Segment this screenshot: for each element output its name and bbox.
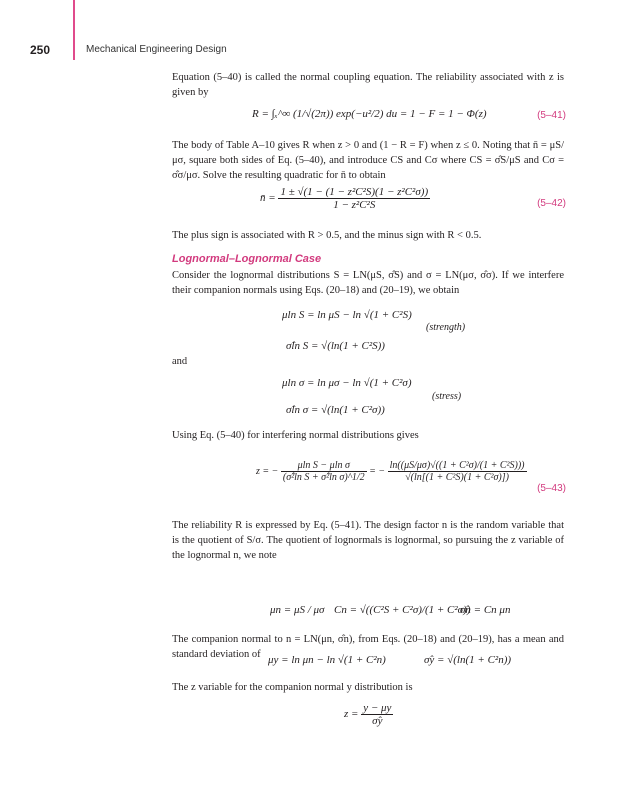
mu-n-equation: μn = μS / μσ	[270, 604, 325, 616]
paragraph-4: Consider the lognormal distributions S = LN(μS, σ̂S) and σ = LN(μσ, σ̂σ). If we interfere their companion normals using Eqs. (20–18) and (20–19), we obtain	[172, 270, 564, 296]
eq-5-43-frac1-den: (σ̂²ln S + σ̂²ln σ)^1/2	[282, 472, 365, 483]
equation-number-5-41: (5–41)	[537, 110, 566, 121]
paragraph-1: Equation (5–40) is called the normal coupling equation. The reliability associated with z is given by	[172, 72, 564, 98]
eq-5-43-fraction-2	[388, 460, 527, 483]
sigma-y-equation: σ̂y = √(ln(1 + C²n))	[424, 654, 512, 666]
equation-5-42	[260, 186, 430, 211]
eq-5-42-lhs: n̄ =	[260, 192, 276, 205]
mu-y-equation: μy = ln μn − ln √(1 + C²n)	[268, 654, 386, 666]
stress-note: (stress)	[432, 391, 462, 402]
running-title: Mechanical Engineering Design	[86, 44, 227, 55]
page-number: 250	[30, 43, 51, 57]
paragraph-7: The companion normal to n = LN(μn, σ̂n), from Eqs. (20–18) and (20–19), has a mean and standard deviation of	[172, 634, 564, 660]
equation-5-43	[256, 460, 527, 483]
paragraph-2: The body of Table A–10 gives R when z > 0 and (1 − R = F) when z ≤ 0. Noting that n̄ = μS/μσ, square both sides of Eq. (5–40), and introduce CS and Cσ where CS = σ̂S/μS and Cσ = σ̂σ/μσ. Solve the resulting quadratic for n̄ to obtain	[172, 140, 564, 181]
eq-5-43-lhs: z = −	[256, 465, 279, 477]
z-equation-fraction	[361, 702, 393, 727]
equation-number-5-43: (5–43)	[537, 483, 566, 494]
strength-note: (strength)	[426, 322, 466, 333]
margin-rule	[73, 0, 75, 60]
eq-5-43-frac2-den: √(ln[(1 + C²S)(1 + C²σ)])	[388, 471, 527, 483]
z-equation-den: σ̂y	[361, 714, 393, 727]
eq-5-43-fraction-1	[281, 460, 367, 483]
paragraph-6: The reliability R is expressed by Eq. (5–41). The design factor n is the random variable that is the quotient of S/σ. The quotient of lognormals is lognormal, so pursuing the z variable of the lognormal n, we note	[172, 520, 564, 561]
eq-5-43-equals: = −	[369, 465, 386, 477]
section-heading: Lognormal–Lognormal Case	[172, 253, 322, 265]
paragraph-3: The plus sign is associated with R > 0.5, and the minus sign with R < 0.5.	[172, 230, 482, 241]
eq-5-43-frac1-num: μln S − μln σ	[297, 460, 350, 471]
stress-mean-equation: μln σ = ln μσ − ln √(1 + C²σ)	[282, 377, 412, 389]
z-equation	[344, 702, 393, 727]
and-word: and	[172, 356, 188, 367]
equation-5-41: R = ∫ₓ^∞ (1/√(2π)) exp(−u²/2) du = 1 − F = 1 − Φ(z)	[252, 108, 487, 120]
sigma-n-equation: σ̂n = Cn μn	[460, 604, 511, 616]
z-equation-num: y − μy	[363, 702, 392, 714]
z-equation-lhs: z =	[344, 708, 359, 721]
strength-std-equation: σ̂ln S = √(ln(1 + C²S))	[286, 340, 385, 352]
eq-5-42-fraction	[278, 186, 430, 211]
strength-mean-equation: μln S = ln μS − ln √(1 + C²S)	[282, 309, 412, 321]
paragraph-8: The z variable for the companion normal y distribution is	[172, 682, 413, 693]
equation-number-5-42: (5–42)	[537, 198, 566, 209]
eq-5-43-frac2-num: ln((μS/μσ)√((1 + C²σ)/(1 + C²S)))	[389, 460, 525, 471]
eq-5-42-denominator: 1 − z²C²S	[278, 198, 430, 211]
stress-std-equation: σ̂ln σ = √(ln(1 + C²σ))	[286, 404, 385, 416]
c-n-equation: Cn = √((C²S + C²σ)/(1 + C²σ))	[334, 604, 471, 616]
eq-5-42-numerator: 1 ± √(1 − (1 − z²C²S)(1 − z²C²σ))	[280, 186, 429, 198]
paragraph-5: Using Eq. (5–40) for interfering normal distributions gives	[172, 430, 419, 441]
